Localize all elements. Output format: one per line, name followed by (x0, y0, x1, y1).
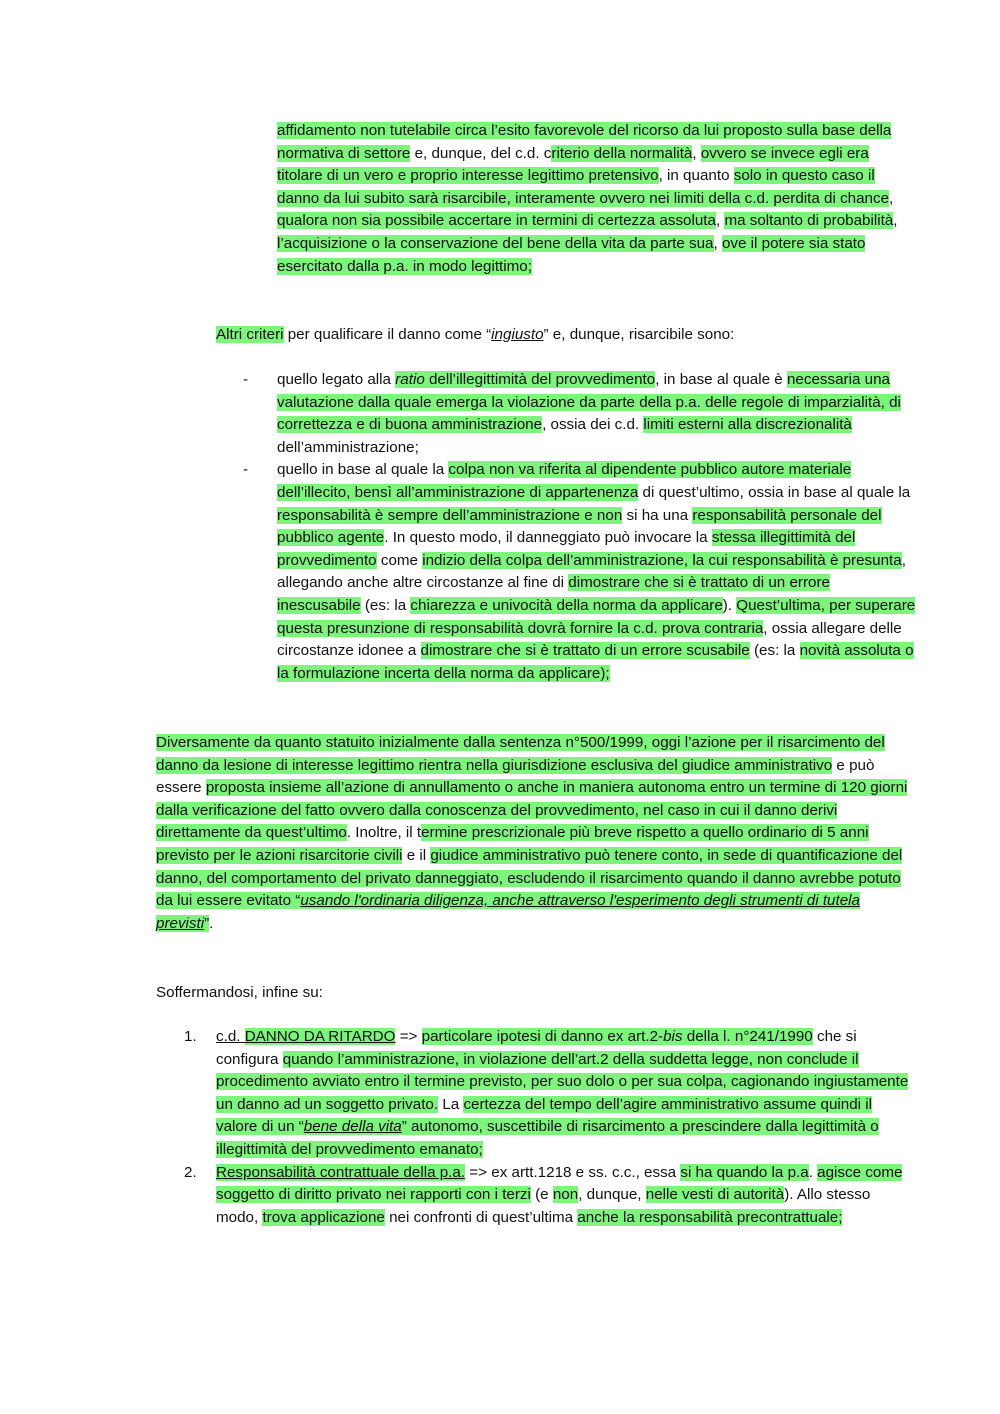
numbered-list (184, 1026, 916, 1229)
item-number: 2. (184, 1163, 197, 1181)
criteria-intro: Altri criteri per qualificare il danno come “ingiusto” e, dunque, risarcibile sono: (216, 326, 735, 343)
bullet-list (243, 369, 917, 685)
bullet-text: quello in base al quale la colpa non va riferita al dipendente pubblico autore materiale dell’illecito, bensì all’amministrazione di appartenenza di quest’ultimo, ossia in base al quale la responsabilità è sempre dell’amministrazione e non si ha una responsabilità personale del pubblico agente. In questo modo, il danneggiato può invocare la stessa illegittimità del provvedimento come indizio della colpa dell’amministrazione, la cui responsabilità è presunta, allegando anche altre circostanze al fine di dimostrare che si è trattato di un errore inescusabile (es: la chiarezza e univocità della norma da applicare). Quest’ultima, per superare questa presunzione di responsabilità dovrà fornire la c.d. prova contraria, ossia allegare delle circostanze idonee a dimostrare che si è trattato di un errore scusabile (es: la novità assoluta o la formulazione incerta della norma da applicare); (277, 461, 916, 682)
paragraph-main: Diversamente da quanto statuito inizialmente dalla sentenza n°500/1999, oggi l’azione per il risarcimento del danno da lesione di interesse legittimo rientra nella giurisdizione esclusiva del giudice amministrativo e può essere proposta insieme all’azione di annullamento o anche in maniera autonoma entro un termine di 120 giorni dalla verificazione del fatto ovvero dalla conoscenza del provvedimento, nel caso in cui il danno derivi direttamente da quest’ultimo. Inoltre, il termine prescrizionale più breve rispetto a quello ordinario di 5 anni previsto per le azioni risarcitorie civili e il giudice amministrativo può tenere conto, in sede di quantificazione del danno, del comportamento del privato danneggiato, escludendo il risarcimento quando il danno avrebbe potuto da lui essere evitato “usando l'ordinaria diligenza, anche attraverso l'esperimento degli strumenti di tutela previsti”. (156, 734, 908, 932)
bullet-text: quello legato alla ratio dell’illegittimità del provvedimento, in base al quale è necessaria una valutazione dalla quale emerga la violazione da parte della p.a. delle regole di imparzialità, di correttezza e di buona amministrazione, ossia dei c.d. limiti esterni alla discrezionalità dell’amministrazione; (277, 371, 901, 456)
bullet-item (243, 369, 917, 459)
bullet-marker: - (243, 461, 249, 479)
numbered-text: Responsabilità contrattuale della p.a. => ex artt.1218 e ss. c.c., essa si ha quando la p.a. agisce come soggetto di diritto privato nei rapporti con i terzi (e non, dunque, nelle vesti di autorità). Allo stesso modo, trova applicazione nei confronti di quest’ultima anche la responsabilità precontrattuale; (216, 1163, 903, 1226)
item-number: 1. (184, 1028, 197, 1045)
numbered-text: c.d. DANNO DA RITARDO => particolare ipotesi di danno ex art.2-bis della l. n°241/1990 che si configura quando l’amministrazione, in violazione dell’art.2 della suddetta legge, non conclude il procedimento avviato entro il termine previsto, per suo dolo o per sua colpa, cagionando ingiustamente un danno ad un soggetto privato. La certezza del tempo dell’agire amministrativo assume quindi il valore di un “bene della vita” autonomo, suscettibile di risarcimento a prescindere dalla legittimità o illegittimità del provvedimento emanato; (216, 1028, 909, 1158)
bullet-marker: - (243, 371, 249, 388)
numbered-item (184, 1162, 916, 1230)
bullet-item (243, 459, 917, 685)
numbered-item (184, 1026, 916, 1162)
closing-intro: Soffermandosi, infine su: (156, 984, 323, 1001)
paragraph-top: affidamento non tutelabile circa l’esito favorevole del ricorso da lui proposto sulla base della normativa di settore e, dunque, del c.d. criterio della normalità, ovvero se invece egli era titolare di un vero e proprio interesse legittimo pretensivo, in quanto solo in questo caso il danno da lui subito sarà risarcibile, interamente ovvero nei limiti della c.d. perdita di chance, qualora non sia possibile accertare in termini di certezza assoluta, ma soltanto di probabilità, l’acquisizione o la conservazione del bene della vita da parte sua, ove il potere sia stato esercitato dalla p.a. in modo legittimo; (277, 122, 898, 275)
